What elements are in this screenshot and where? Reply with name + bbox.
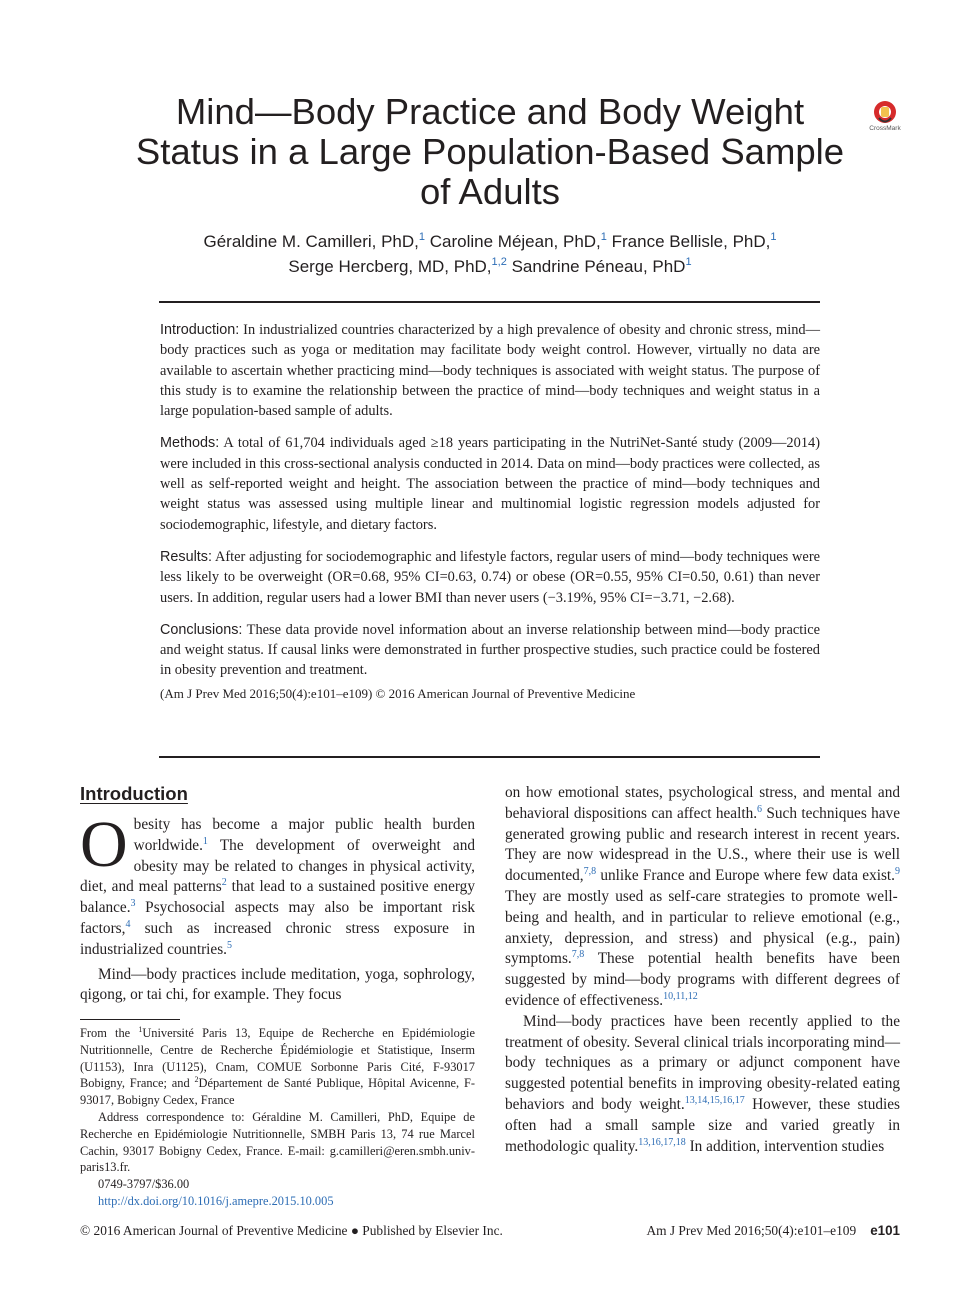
affiliations-footnote xyxy=(80,1025,475,1109)
body-text: besity has become a major public health burden worldwide. xyxy=(133,816,475,854)
footer-copyright: © 2016 American Journal of Preventive Medicine ● Published by Elsevier Inc. xyxy=(80,1223,503,1238)
citation-ref[interactable]: 4 xyxy=(125,918,131,930)
affiliation-ref[interactable]: 1 xyxy=(600,231,607,243)
footnote-text: From the xyxy=(80,1026,139,1040)
citation-ref[interactable]: 9 xyxy=(895,866,900,878)
body-text: Mind—body practices have been recently applied to the treatment of obesity. Several clinical trials incorporating mind—body techniques as a primary or adjunct component have suggested potential benefits in improving obesity-related eating behaviors and body weight. xyxy=(505,1012,900,1113)
crossmark-badge[interactable] xyxy=(866,100,904,134)
footer-citation: Am J Prev Med 2016;50(4):e101–e109 xyxy=(646,1223,857,1238)
body-text: Psychosocial aspects may also be important risk factors, xyxy=(80,899,475,937)
author-name: Sandrine Péneau, PhD xyxy=(511,257,686,276)
abstract-bottom-rule xyxy=(159,756,820,758)
citation-ref[interactable]: 13,14,15,16,17 xyxy=(684,1094,745,1106)
drop-cap: O xyxy=(80,808,128,881)
body-text: They are mostly used as self-care strategies to promote well-being and health, and in particular to relieve emotional (e.g., anxiety, depression, and stress) and physical (e.g., pain) symptoms. xyxy=(505,887,900,968)
author-list xyxy=(120,229,860,279)
page-number: e101 xyxy=(870,1223,900,1238)
footnotes xyxy=(80,1025,475,1210)
citation-ref[interactable]: 2 xyxy=(221,877,227,889)
body-text: However, these studies often had a small sample size and varied greatly in methodologic quality. xyxy=(505,1095,900,1155)
affiliation-ref[interactable]: 1 xyxy=(418,231,426,243)
abstract-text: In industrialized countries characterized by a high prevalence of obesity and chronic stress, mind—body practices such as yoga or meditation may facilitate body weight control. However, virtually no data are available to ascertain whether practicing mind—body techniques is associated with weight status. The purpose of this study is to examine the relationship between the practice of mind—body techniques and weight status in a large population-based sample of adults. xyxy=(160,322,820,420)
body-text: on how emotional states, psychological stress, and mental and behavioral dispositions can affect health. xyxy=(505,784,900,822)
doi-line xyxy=(80,1193,475,1210)
abstract-results xyxy=(160,547,820,608)
abstract-heading: Methods: xyxy=(160,435,220,452)
abstract-text: These data provide novel information about an inverse relationship between mind—body practice and weight status. If causal links were demonstrated in further prospective studies, such practice could be fostered in obesity prevention and treatment. xyxy=(160,621,820,679)
abstract-heading: Results: xyxy=(160,548,212,565)
abstract-conclusions xyxy=(160,620,820,681)
body-text: These potential health benefits have been suggested by mind—body programs with different degrees of evidence of effectiveness. xyxy=(505,950,900,1009)
body-text: such as increased chronic stress exposure in industrialized countries. xyxy=(80,919,475,958)
citation-ref[interactable]: 7,8 xyxy=(583,866,597,878)
left-column xyxy=(80,808,475,1006)
citation-ref[interactable]: 5 xyxy=(226,939,232,951)
affiliation-number: 2 xyxy=(194,1075,199,1085)
body-paragraph: Mind—body practices include meditation, yoga, sophrology, qigong, or tai chi, for example. They focus xyxy=(80,965,475,1004)
correspondence-footnote: Address correspondence to: Géraldine M. Camilleri, PhD, Equipe de Recherche en Epidémiologie Nutritionnelle, SMBH Paris 13, 74 rue Marcel Cachin, 93017 Bobigny Cedex, France. E-mail: g.camilleri@eren.smbh.univ-paris13.fr. xyxy=(80,1109,475,1175)
affiliation-ref[interactable]: 1,2 xyxy=(491,256,507,268)
citation-ref[interactable]: 1 xyxy=(202,835,208,847)
citation-ref[interactable]: 10,11,12 xyxy=(663,990,698,1002)
section-heading: Introduction xyxy=(80,783,188,804)
author-name: Géraldine M. Camilleri, PhD, xyxy=(203,232,419,251)
abstract xyxy=(160,320,820,715)
abstract-methods xyxy=(160,433,820,534)
body-paragraph xyxy=(505,1012,900,1158)
abstract-text: After adjusting for sociodemographic and lifestyle factors, regular users of mind—body techniques were less likely to be overweight (OR=0.68, 95% CI=0.63, 0.74) or obese (OR=0.55, 95% CI=0.50, 0.61) than never users. In addition, regular users had a lower BMI than never users (−3.19%, 95% CI=−3.71, −2.68). xyxy=(160,548,820,606)
footnote-text: Département de Santé Publique, Hôpital Avicenne, F-93017, Bobigny Cedex, France xyxy=(80,1076,475,1108)
title-block xyxy=(120,92,860,279)
citation-ref[interactable]: 3 xyxy=(130,898,136,910)
abstract-text: A total of 61,704 individuals aged ≥18 years participating in the NutriNet-Santé study (2009—2014) were included in this cross-sectional analysis conducted in 2014. Data on mind—body practices were collected, as well as self-reported weight and height. The association between the practice of mind—body techniques and weight status was assessed using multiple linear and multinomial logistic regression models adjusted for sociodemographic, lifestyle, and dietary factors. xyxy=(160,435,820,533)
abstract-introduction xyxy=(160,320,820,421)
affiliation-number: 1 xyxy=(138,1025,143,1034)
footer-journal-info xyxy=(646,1222,900,1240)
body-text: Such techniques have generated growing public and research interest in recent years. They are now widespread in the U.S., where their use is well documented, xyxy=(505,804,900,885)
abstract-heading: Conclusions: xyxy=(160,621,243,638)
author-name: Serge Hercberg, MD, PhD, xyxy=(288,257,492,276)
author-name: Caroline Méjean, PhD, xyxy=(429,232,601,251)
doi-link[interactable]: http://dx.doi.org/10.1016/j.amepre.2015.10.005 xyxy=(98,1193,334,1208)
body-text: In addition, intervention studies xyxy=(685,1137,885,1155)
crossmark-icon xyxy=(866,100,904,126)
body-paragraph xyxy=(80,808,475,961)
author-name: France Bellisle, PhD, xyxy=(611,232,771,251)
body-text: that lead to a sustained positive energy balance. xyxy=(80,878,475,917)
affiliation-ref[interactable]: 1 xyxy=(685,256,692,268)
citation-ref[interactable]: 13,16,17,18 xyxy=(638,1136,686,1148)
citation-ref[interactable]: 6 xyxy=(757,803,763,815)
body-text: unlike France and Europe where few data exist. xyxy=(596,867,895,885)
crossmark-label: CrossMark xyxy=(869,125,901,132)
article-title: Mind—Body Practice and Body Weight Status in a Large Population-Based Sample of Adults xyxy=(135,91,845,212)
abstract-top-rule xyxy=(159,301,820,303)
right-column xyxy=(505,783,900,1157)
affiliation-ref[interactable]: 1 xyxy=(770,231,777,243)
citation-ref[interactable]: 7,8 xyxy=(571,949,585,961)
abstract-heading: Introduction: xyxy=(160,322,240,338)
body-text: The development of overweight and obesity may be related to changes in physical activity, diet, and meal patterns xyxy=(80,836,475,896)
body-paragraph xyxy=(505,783,900,1012)
issn-price: 0749-3797/$36.00 xyxy=(98,1177,190,1192)
footnote-rule xyxy=(80,1019,180,1020)
footnote-text: Université Paris 13, Equipe de Recherche en Epidémiologie Nutritionnelle, Centre de Recherche Épidémiologie et Statistique, Inserm (U1153), Inra (U1125), Cnam, COMUE Sorbonne Paris Cité, F-93017 Bobigny, France; and xyxy=(80,1026,475,1091)
journal-citation: (Am J Prev Med 2016;50(4):e101–e109) © 2016 American Journal of Preventive Medicine xyxy=(160,685,636,701)
